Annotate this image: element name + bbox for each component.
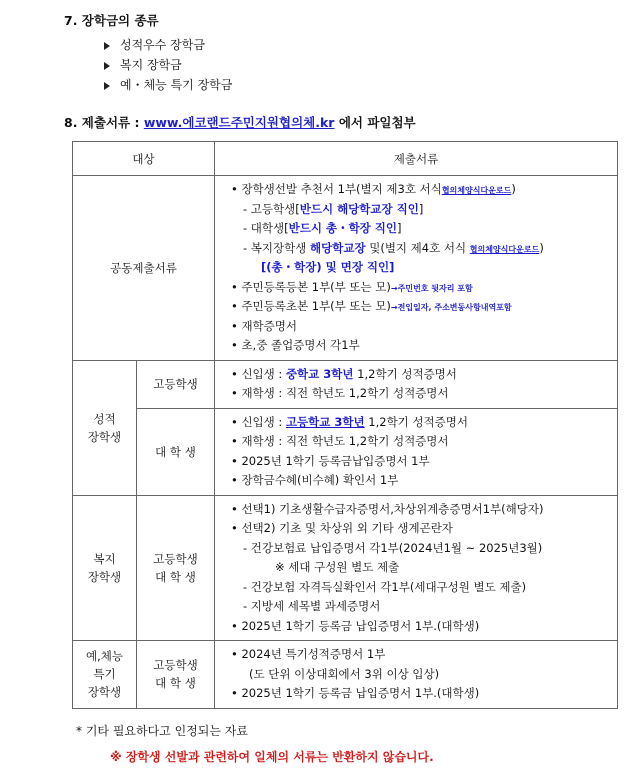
- form-download-link[interactable]: 협의체양식다운로드: [469, 244, 540, 254]
- footnote: * 기타 필요하다고 인정되는 자료: [76, 724, 248, 738]
- merit-univ-label: 대 학 생: [137, 408, 215, 495]
- table-row: 성적 장학생 고등학생 • 신입생 : 중학교 3학년 1,2학기 성적증명서 • 재학생 : 직전 학년도 1,2학기 성적증명서: [73, 360, 618, 408]
- table-row: [73, 176, 618, 361]
- triangle-bullet-icon: [104, 62, 110, 70]
- list-item: 예・체능 특기 장학금: [104, 76, 232, 93]
- welfare-label: 복지 장학생: [73, 495, 137, 641]
- merit-high-label: 고등학생: [137, 360, 215, 408]
- list-item: 성적우수 장학금: [104, 36, 205, 53]
- welfare-sub-label: 고등학생 대 학 생: [137, 495, 215, 641]
- section8-title: 8. 제출서류 : www.에코랜드주민지원협의체.kr 에서 파일첨부: [64, 115, 416, 130]
- triangle-bullet-icon: [104, 42, 110, 50]
- header-documents: 제출서류: [215, 142, 618, 176]
- section7-title: 7. 장학금의 종류: [64, 13, 159, 28]
- header-target: 대상: [73, 142, 215, 176]
- table-header-row: [73, 142, 618, 176]
- table-row: 예,체능 특기 장학생 고등학생 대 학 생 • 2024년 특기성적증명서 1부 (도 단위 이상대회에서 3위 이상 입상) • 2025년 1학기 등록금 납입증명서 1부.(대학생): [73, 641, 618, 709]
- list-item: 복지 장학금: [104, 56, 182, 73]
- table-row: 복지 장학생 고등학생 대 학 생 • 선택1) 기초생활수급자증명서,차상위계층증명서1부(해당자) • 선택2) 기초 및 차상위 외 기타 생계곤란자 - 건강보험료 납입증명서 각1부(2024년1월 ~ 2025년3월) ※ 세대 구성원 별도 제출 - 건강보험 자격득실확인서 각1부(세대구성원 별도 제출) - 지방세 세목별 과세증명서 • 2025년 1학기 등록금 납입증명서 1부.(대학생): [73, 495, 618, 641]
- arts-sub-label: 고등학생 대 학 생: [137, 641, 215, 709]
- common-docs: • 장학생선발 추천서 1부(별지 제3호 서식협의체양식다운로드) - 고등학생[반드시 해당학교장 직인] - 대학생[반드시 총・학장 직인] - 복지장학생 해당학교장 및(별지 제4호 서식 협의체양식다운로드) [(총・학장) 및 면장 직인] • 주민등록등본 1부(부 또는 모)→주민번호 뒷자리 포함 • 주민등록초본 1부(부 또는 모)→전입일자, 주소변동사항내역포함 • 재학증명서 • 초,중 졸업증명서 각1부: [215, 176, 618, 361]
- triangle-bullet-icon: [104, 82, 110, 90]
- website-link[interactable]: www.에코랜드주민지원협의체.kr: [143, 115, 335, 130]
- arts-label: 예,체능 특기 장학생: [73, 641, 137, 709]
- table-row: 대 학 생 • 신입생 : 고등학교 3학년 1,2학기 성적증명서 • 재학생 : 직전 학년도 1,2학기 성적증명서 • 2025년 1학기 등록금납입증명서 1부 • 장학금수혜(비수혜) 확인서 1부: [73, 408, 618, 495]
- documents-table: [72, 141, 618, 709]
- form-download-link[interactable]: 협의체양식다운로드: [441, 186, 512, 195]
- merit-label: 성적 장학생: [73, 360, 137, 495]
- warning-notice: ※ 장학생 선발과 관련하여 일체의 서류는 반환하지 않습니다.: [110, 750, 434, 764]
- common-label: 공동제출서류: [73, 176, 215, 361]
